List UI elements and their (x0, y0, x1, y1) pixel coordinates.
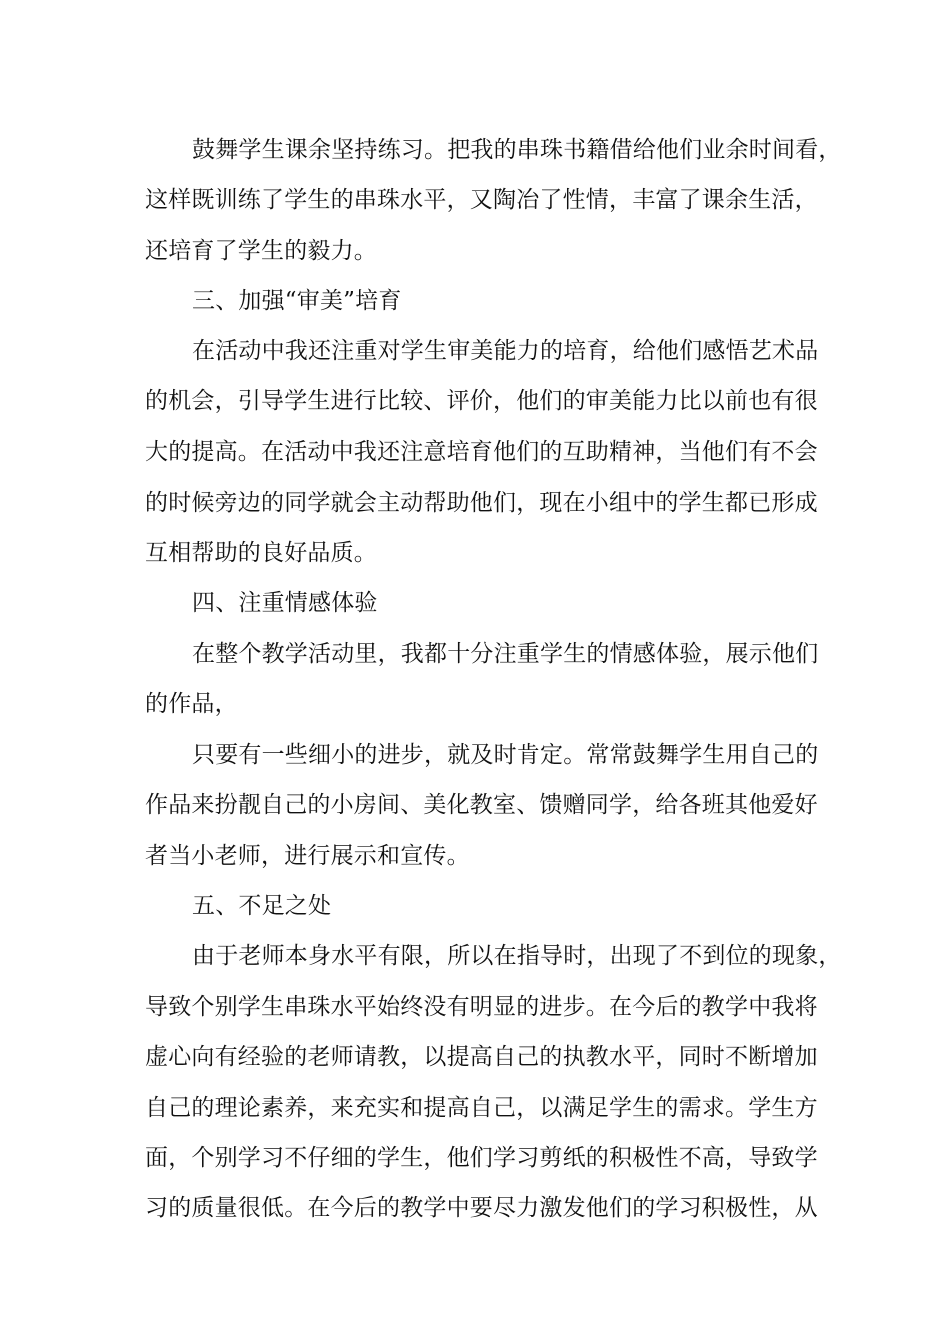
text-line: 自己的理论素养，来充实和提高自己，以满足学生的需求。学生方 (145, 1095, 818, 1121)
text-line: 的时候旁边的同学就会主动帮助他们，现在小组中的学生都已形成 (145, 490, 818, 516)
text-line: 面，个别学习不仔细的学生，他们学习剪纸的积极性不高，导致学 (145, 1145, 818, 1171)
text-line: 虚心向有经验的老师请教，以提高自己的执教水平，同时不断增加 (145, 1044, 818, 1070)
section-heading: 三、加强“审美”培育 (192, 288, 402, 314)
text-line: 的机会，引导学生进行比较、评价，他们的审美能力比以前也有很 (145, 388, 818, 414)
section-heading: 四、注重情感体验 (192, 590, 378, 616)
text-line: 鼓舞学生课余坚持练习。把我的串珠书籍借给他们业余时间看， (192, 137, 842, 163)
section-heading: 五、不足之处 (192, 893, 332, 919)
text-line: 只要有一些细小的进步，就及时肯定。常常鼓舞学生用自己的 (192, 742, 819, 768)
text-line: 互相帮助的良好品质。 (145, 540, 377, 566)
text-line: 大的提高。在活动中我还注意培育他们的互助精神，当他们有不会 (145, 439, 818, 465)
text-line: 由于老师本身水平有限，所以在指导时，出现了不到位的现象， (192, 943, 842, 969)
text-line: 还培育了学生的毅力。 (145, 238, 377, 264)
text-line: 导致个别学生串珠水平始终没有明显的进步。在今后的教学中我将 (145, 994, 818, 1020)
text-line: 者当小老师，进行展示和宣传。 (145, 843, 470, 869)
text-line: 的作品， (145, 691, 238, 717)
text-line: 在活动中我还注重对学生审美能力的培育，给他们感悟艺术品 (192, 338, 819, 364)
text-line: 作品来扮靓自己的小房间、美化教室、馈赠同学，给各班其他爱好 (145, 792, 818, 818)
text-line: 这样既训练了学生的串珠水平，又陶冶了性情，丰富了课余生活， (145, 187, 818, 213)
text-line: 在整个教学活动里，我都十分注重学生的情感体验，展示他们 (192, 641, 819, 667)
text-line: 习的质量很低。在今后的教学中要尽力激发他们的学习积极性，从 (145, 1195, 818, 1221)
